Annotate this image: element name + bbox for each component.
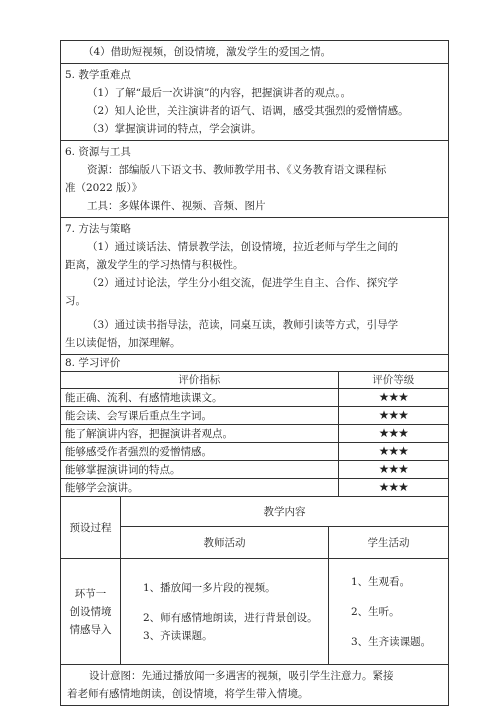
method-2-line-a: （2）通过讨论法，学生分小组交流，促进学生自主、合作、探究学 [87,277,399,289]
evaluation-table [61,371,448,496]
methods-heading: 7. 方法与策略 [65,223,131,235]
eval-row-4-stars: ★★★ [378,444,408,458]
eval-row-5-stars: ★★★ [378,462,408,476]
teacher-activities [121,559,329,665]
key-point-3: （3）掌握演讲词的特点，学会演讲。 [87,123,262,135]
key-points-cell [61,64,449,141]
method-3-line-a: （3）通过读书指导法，范读，同桌互读，教师引读等方式，引导学 [87,319,399,331]
design-intent-line-2: 着老师有感情地朗读，创设情境，将学生带入情境。 [67,688,309,700]
method-3-line-b: 生以读促悟，加深理解。 [65,337,181,349]
student-activity-label: 学生活动 [367,536,410,549]
method-2-line-b: 习。 [65,295,86,307]
preset-process-header [61,497,121,559]
preset-process-label: 预设过程 [69,521,112,534]
methods-cell [61,218,449,355]
student-activities [329,559,449,665]
eval-row-4-text: 能够感受作者强烈的爱憎情感。 [61,443,338,461]
teacher-activity-1: 1、播放闻一多片段的视频。 [143,581,276,594]
stage-1-line-3: 情感导入 [69,623,112,636]
resources-cell [61,141,449,218]
stage-1-line-2: 创设情境 [69,605,112,618]
eval-row-1-stars: ★★★ [378,390,408,404]
teacher-activity-2: 2、师有感情地朗读，进行背景创设。 [143,611,318,624]
teaching-content-header [121,497,449,527]
evaluation-cell [61,355,449,497]
lesson-plan-table [60,40,449,706]
tools-line: 工具：多媒体课件、视频、音频、图片 [87,200,266,212]
goal-cell [61,41,449,64]
eval-row-3-text: 能了解演讲内容，把握演讲者观点。 [61,425,338,443]
eval-row-5-text: 能够掌握演讲词的特点。 [61,461,338,479]
key-point-2: （2）知人论世，关注演讲者的语气、语调，感受其强烈的爱憎情感。 [87,105,409,117]
method-1-line-a: （1）通过谈话法、情景教学法，创设情境，拉近老师与学生之间的 [87,241,399,253]
design-intent-line-1: 设计意图：先通过播放闻一多遇害的视频，吸引学生注意力。紧接 [89,670,394,682]
resources-heading: 6. 资源与工具 [65,146,131,158]
method-1-line-b: 距离，激发学生的学习热情与积极性。 [65,259,244,271]
stage-1-label [61,559,121,665]
student-activity-3: 3、生齐读课题。 [351,635,432,648]
lesson-plan-page [60,40,448,706]
eval-row-2-text: 能会读、会写课后重点生字词。 [61,407,338,425]
resources-line-1: 资源：部编版八下语文书、教师教学用书、《义务教育语文课程标 [87,164,387,176]
teaching-content-label: 教学内容 [263,505,306,518]
eval-row-2-stars: ★★★ [378,408,408,422]
key-points-heading: 5. 教学重难点 [65,69,131,81]
stage-1-line-1: 环节一 [74,587,107,600]
evaluation-heading: 8. 学习评价 [65,357,121,369]
goal-item-4: （4）借助短视频，创设情境，激发学生的爱国之情。 [83,46,332,58]
eval-row-3-stars: ★★★ [378,426,408,440]
eval-col-level: 评价等级 [338,372,448,389]
resources-line-2: 准（2022 版）》 [65,182,143,194]
student-activity-header [329,527,449,559]
key-point-1: （1）了解“最后一次讲演”的内容，把握演讲者的观点。。 [87,87,352,99]
eval-row-1-text: 能正确、流利、有感情地读课文。 [61,389,338,407]
eval-col-indicator: 评价指标 [61,372,338,389]
teacher-activity-3: 3、齐读课题。 [143,629,213,642]
eval-row-6-text: 能够学会演讲。 [61,479,338,497]
teacher-activity-header [121,527,329,559]
teacher-activity-label: 教师活动 [203,536,246,549]
design-intent-cell [61,665,449,706]
eval-row-6-stars: ★★★ [378,480,408,494]
student-activity-1: 1、生观看。 [351,575,411,588]
student-activity-2: 2、生听。 [351,605,400,618]
